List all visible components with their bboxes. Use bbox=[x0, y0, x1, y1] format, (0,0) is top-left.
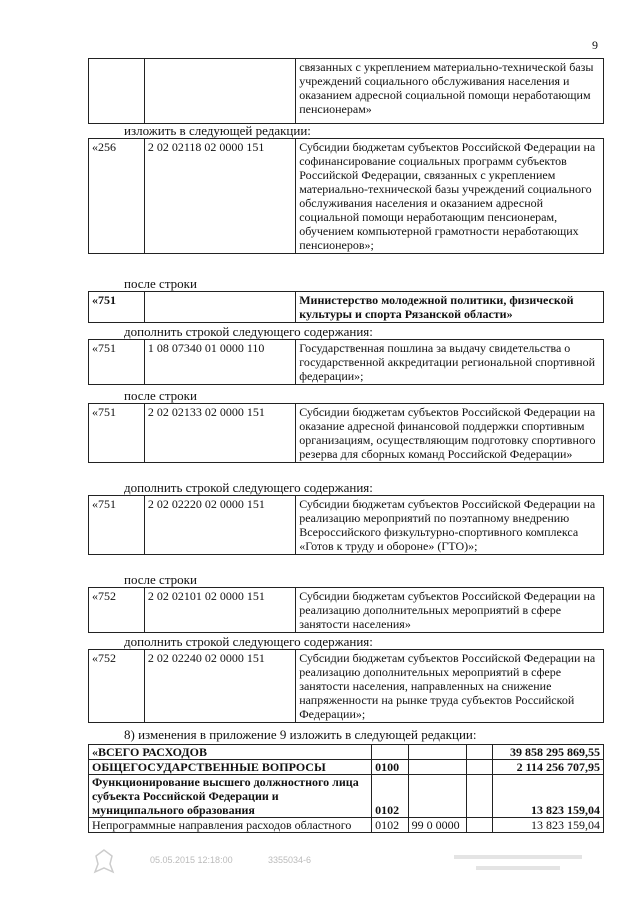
instruction-text: дополнить строкой следующего содержания: bbox=[124, 634, 373, 649]
cell-type bbox=[467, 775, 492, 818]
instruction-text: изложить в следующей редакции: bbox=[124, 123, 311, 138]
cell-amount: 2 114 256 707,95 bbox=[492, 760, 603, 775]
table-row bbox=[89, 340, 604, 385]
cell-name: «ВСЕГО РАСХОДОВ bbox=[89, 745, 372, 760]
cell-section bbox=[372, 745, 409, 760]
cell-description: Министерство молодежной политики, физической культуры и спорта Рязанской области» bbox=[296, 292, 604, 323]
cell-kbk: 2 02 02133 02 0000 151 bbox=[144, 404, 295, 463]
cell-code: «256 bbox=[89, 139, 145, 254]
cell-section: 0102 bbox=[372, 775, 409, 818]
cell-name: ОБЩЕГОСУДАРСТВЕННЫЕ ВОПРОСЫ bbox=[89, 760, 372, 775]
table-fragment-7 bbox=[88, 649, 604, 723]
cell-type bbox=[467, 760, 492, 775]
instruction-text: после строки bbox=[124, 572, 197, 587]
instruction-text: после строки bbox=[124, 276, 197, 291]
cell-name: Непрограммные направления расходов областного bbox=[89, 818, 372, 833]
cell-kbk bbox=[144, 59, 295, 124]
table-row bbox=[89, 775, 604, 818]
seal-icon bbox=[92, 848, 116, 876]
cell-target bbox=[408, 745, 467, 760]
instruction-text: после строки bbox=[124, 388, 197, 403]
cell-description: связанных с укреплением материально-технической базы учреждений социального обслуживания населения и оказанием адресной социальной помощи неработающим пенсионерам» bbox=[296, 59, 604, 124]
cell-description: Субсидии бюджетам субъектов Российской Федерации на оказание адресной финансовой поддержки спортивным организациям, осуществляющим подготовку спортивного резерва для сборных команд Российской Федерации» bbox=[296, 404, 604, 463]
cell-code: «751 bbox=[89, 496, 145, 555]
cell-amount: 39 858 295 869,55 bbox=[492, 745, 603, 760]
expenses-table bbox=[88, 744, 604, 833]
instruction-text: дополнить строкой следующего содержания: bbox=[124, 324, 373, 339]
cell-amount: 13 823 159,04 bbox=[492, 818, 603, 833]
table-fragment-4 bbox=[88, 403, 604, 463]
page-number: 9 bbox=[592, 38, 598, 52]
table-row bbox=[89, 496, 604, 555]
document-id: 3355034-6 bbox=[268, 855, 312, 865]
cell-code bbox=[89, 59, 145, 124]
table-fragment-5 bbox=[88, 495, 604, 555]
table-fragment-1 bbox=[88, 138, 604, 254]
table-fragment-2 bbox=[88, 291, 604, 323]
table-row bbox=[89, 818, 604, 833]
table-row bbox=[89, 588, 604, 633]
cell-code: «752 bbox=[89, 650, 145, 723]
cell-kbk bbox=[144, 292, 295, 323]
cell-target bbox=[408, 760, 467, 775]
table-row bbox=[89, 745, 604, 760]
cell-section: 0100 bbox=[372, 760, 409, 775]
table-row bbox=[89, 760, 604, 775]
cell-section: 0102 bbox=[372, 818, 409, 833]
cell-kbk: 2 02 02220 02 0000 151 bbox=[144, 496, 295, 555]
table-fragment-3 bbox=[88, 339, 604, 385]
instruction-text: дополнить строкой следующего содержания: bbox=[124, 480, 373, 495]
cell-description: Субсидии бюджетам субъектов Российской Федерации на реализацию мероприятий по поэтапному внедрению Всероссийского физкультурно-спортивного комплекса «Готов к труду и обороне» (ГТО)»; bbox=[296, 496, 604, 555]
cell-target: 99 0 0000 bbox=[408, 818, 467, 833]
watermark-stamp bbox=[452, 852, 584, 874]
table-row bbox=[89, 59, 604, 124]
cell-type bbox=[467, 818, 492, 833]
table-row bbox=[89, 404, 604, 463]
cell-description: Субсидии бюджетам субъектов Российской Федерации на реализацию дополнительных мероприятий в сфере занятости населения» bbox=[296, 588, 604, 633]
print-timestamp: 05.05.2015 12:18:00 bbox=[150, 855, 233, 865]
cell-name: Функционирование высшего должностного лица субъекта Российской Федерации и муниципального образования bbox=[89, 775, 372, 818]
cell-description: Субсидии бюджетам субъектов Российской Федерации на реализацию дополнительных мероприятий в сфере занятости населения, направленных на снижение напряженности на рынке труда субъектов Российской Федерации»; bbox=[296, 650, 604, 723]
cell-description: Субсидии бюджетам субъектов Российской Федерации на софинансирование социальных программ субъектов Российской Федерации, связанных с укреплением материально-технической базы учреждений социального обслуживания населения и оказанием адресной социальной помощи неработающим пенсионерам, обучением компьютерной грамотности неработающих пенсионеров»; bbox=[296, 139, 604, 254]
cell-description: Государственная пошлина за выдачу свидетельства о государственной аккредитации региональной спортивной федерации»; bbox=[296, 340, 604, 385]
table-row bbox=[89, 650, 604, 723]
cell-target bbox=[408, 775, 467, 818]
cell-kbk: 2 02 02240 02 0000 151 bbox=[144, 650, 295, 723]
cell-kbk: 2 02 02118 02 0000 151 bbox=[144, 139, 295, 254]
cell-type bbox=[467, 745, 492, 760]
table-fragment-6 bbox=[88, 587, 604, 633]
cell-kbk: 1 08 07340 01 0000 110 bbox=[144, 340, 295, 385]
table-row bbox=[89, 139, 604, 254]
cell-amount: 13 823 159,04 bbox=[492, 775, 603, 818]
cell-code: «751 bbox=[89, 292, 145, 323]
cell-code: «752 bbox=[89, 588, 145, 633]
cell-code: «751 bbox=[89, 340, 145, 385]
cell-kbk: 2 02 02101 02 0000 151 bbox=[144, 588, 295, 633]
section-heading: 8) изменения в приложение 9 изложить в следующей редакции: bbox=[124, 727, 477, 742]
table-row bbox=[89, 292, 604, 323]
table-fragment-0 bbox=[88, 58, 604, 124]
cell-code: «751 bbox=[89, 404, 145, 463]
